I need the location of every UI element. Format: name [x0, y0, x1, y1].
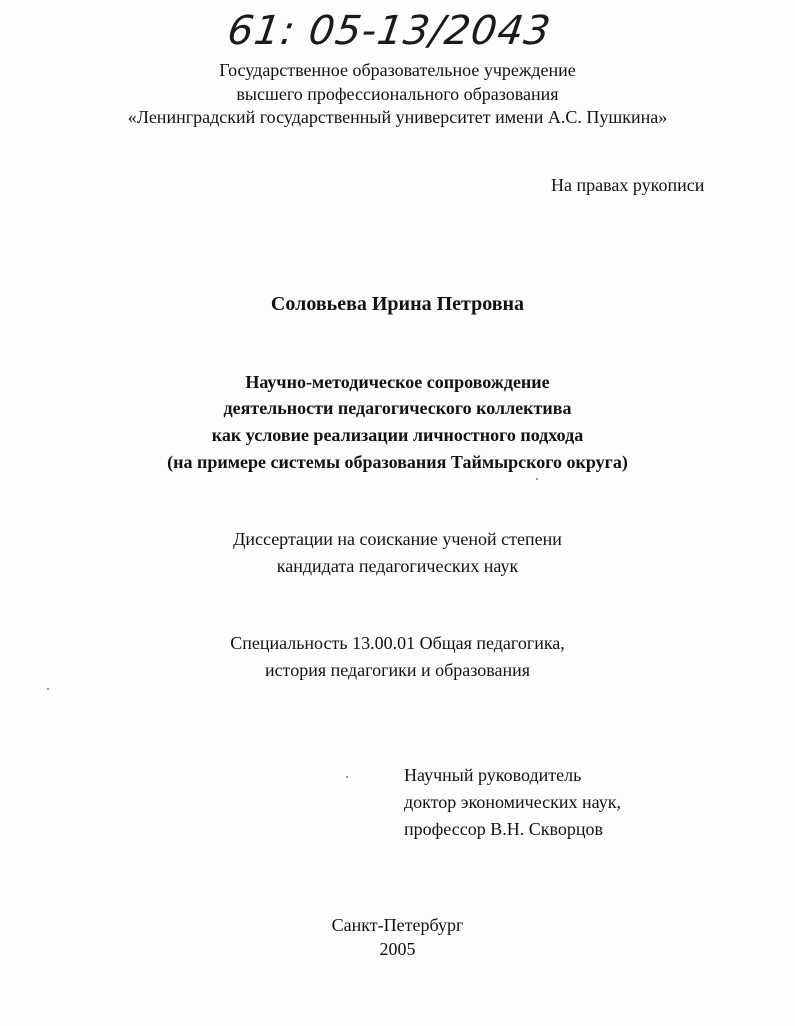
city: Санкт-Петербург	[331, 915, 464, 935]
specialty-line-1: Специальность 13.00.01 Общая педагогика,	[230, 633, 565, 653]
degree-line-2: кандидата педагогических наук	[276, 556, 519, 576]
specialty-line-2: история педагогики и образования	[264, 660, 531, 680]
scan-speck	[47, 688, 49, 690]
institution-line-3: «Ленинградский государственный университет имени А.С. Пушкина»	[127, 107, 668, 127]
author-name: Соловьева Ирина Петровна	[270, 293, 525, 315]
supervisor-line-2: доктор экономических наук,	[404, 792, 621, 812]
title-line-2: деятельности педагогического коллектива	[223, 398, 572, 418]
manuscript-rights-note: На правах рукописи	[551, 175, 705, 195]
title-line-1: Научно-методическое сопровождение	[245, 372, 550, 392]
handwritten-archive-code: 61: 05-13/2043	[224, 8, 554, 54]
scan-speck	[536, 478, 538, 480]
year: 2005	[379, 939, 416, 959]
title-line-4: (на примере системы образования Таймырского округа)	[167, 452, 628, 472]
supervisor-line-1: Научный руководитель	[404, 765, 582, 785]
title-line-3: как условие реализации личностного подхода	[211, 425, 584, 445]
institution-line-1: Государственное образовательное учреждение	[219, 60, 576, 80]
scan-speck	[346, 776, 348, 778]
degree-line-1: Диссертации на соискание ученой степени	[233, 529, 562, 549]
supervisor-line-3: профессор В.Н. Скворцов	[404, 819, 603, 839]
institution-line-2: высшего профессионального образования	[236, 84, 559, 104]
